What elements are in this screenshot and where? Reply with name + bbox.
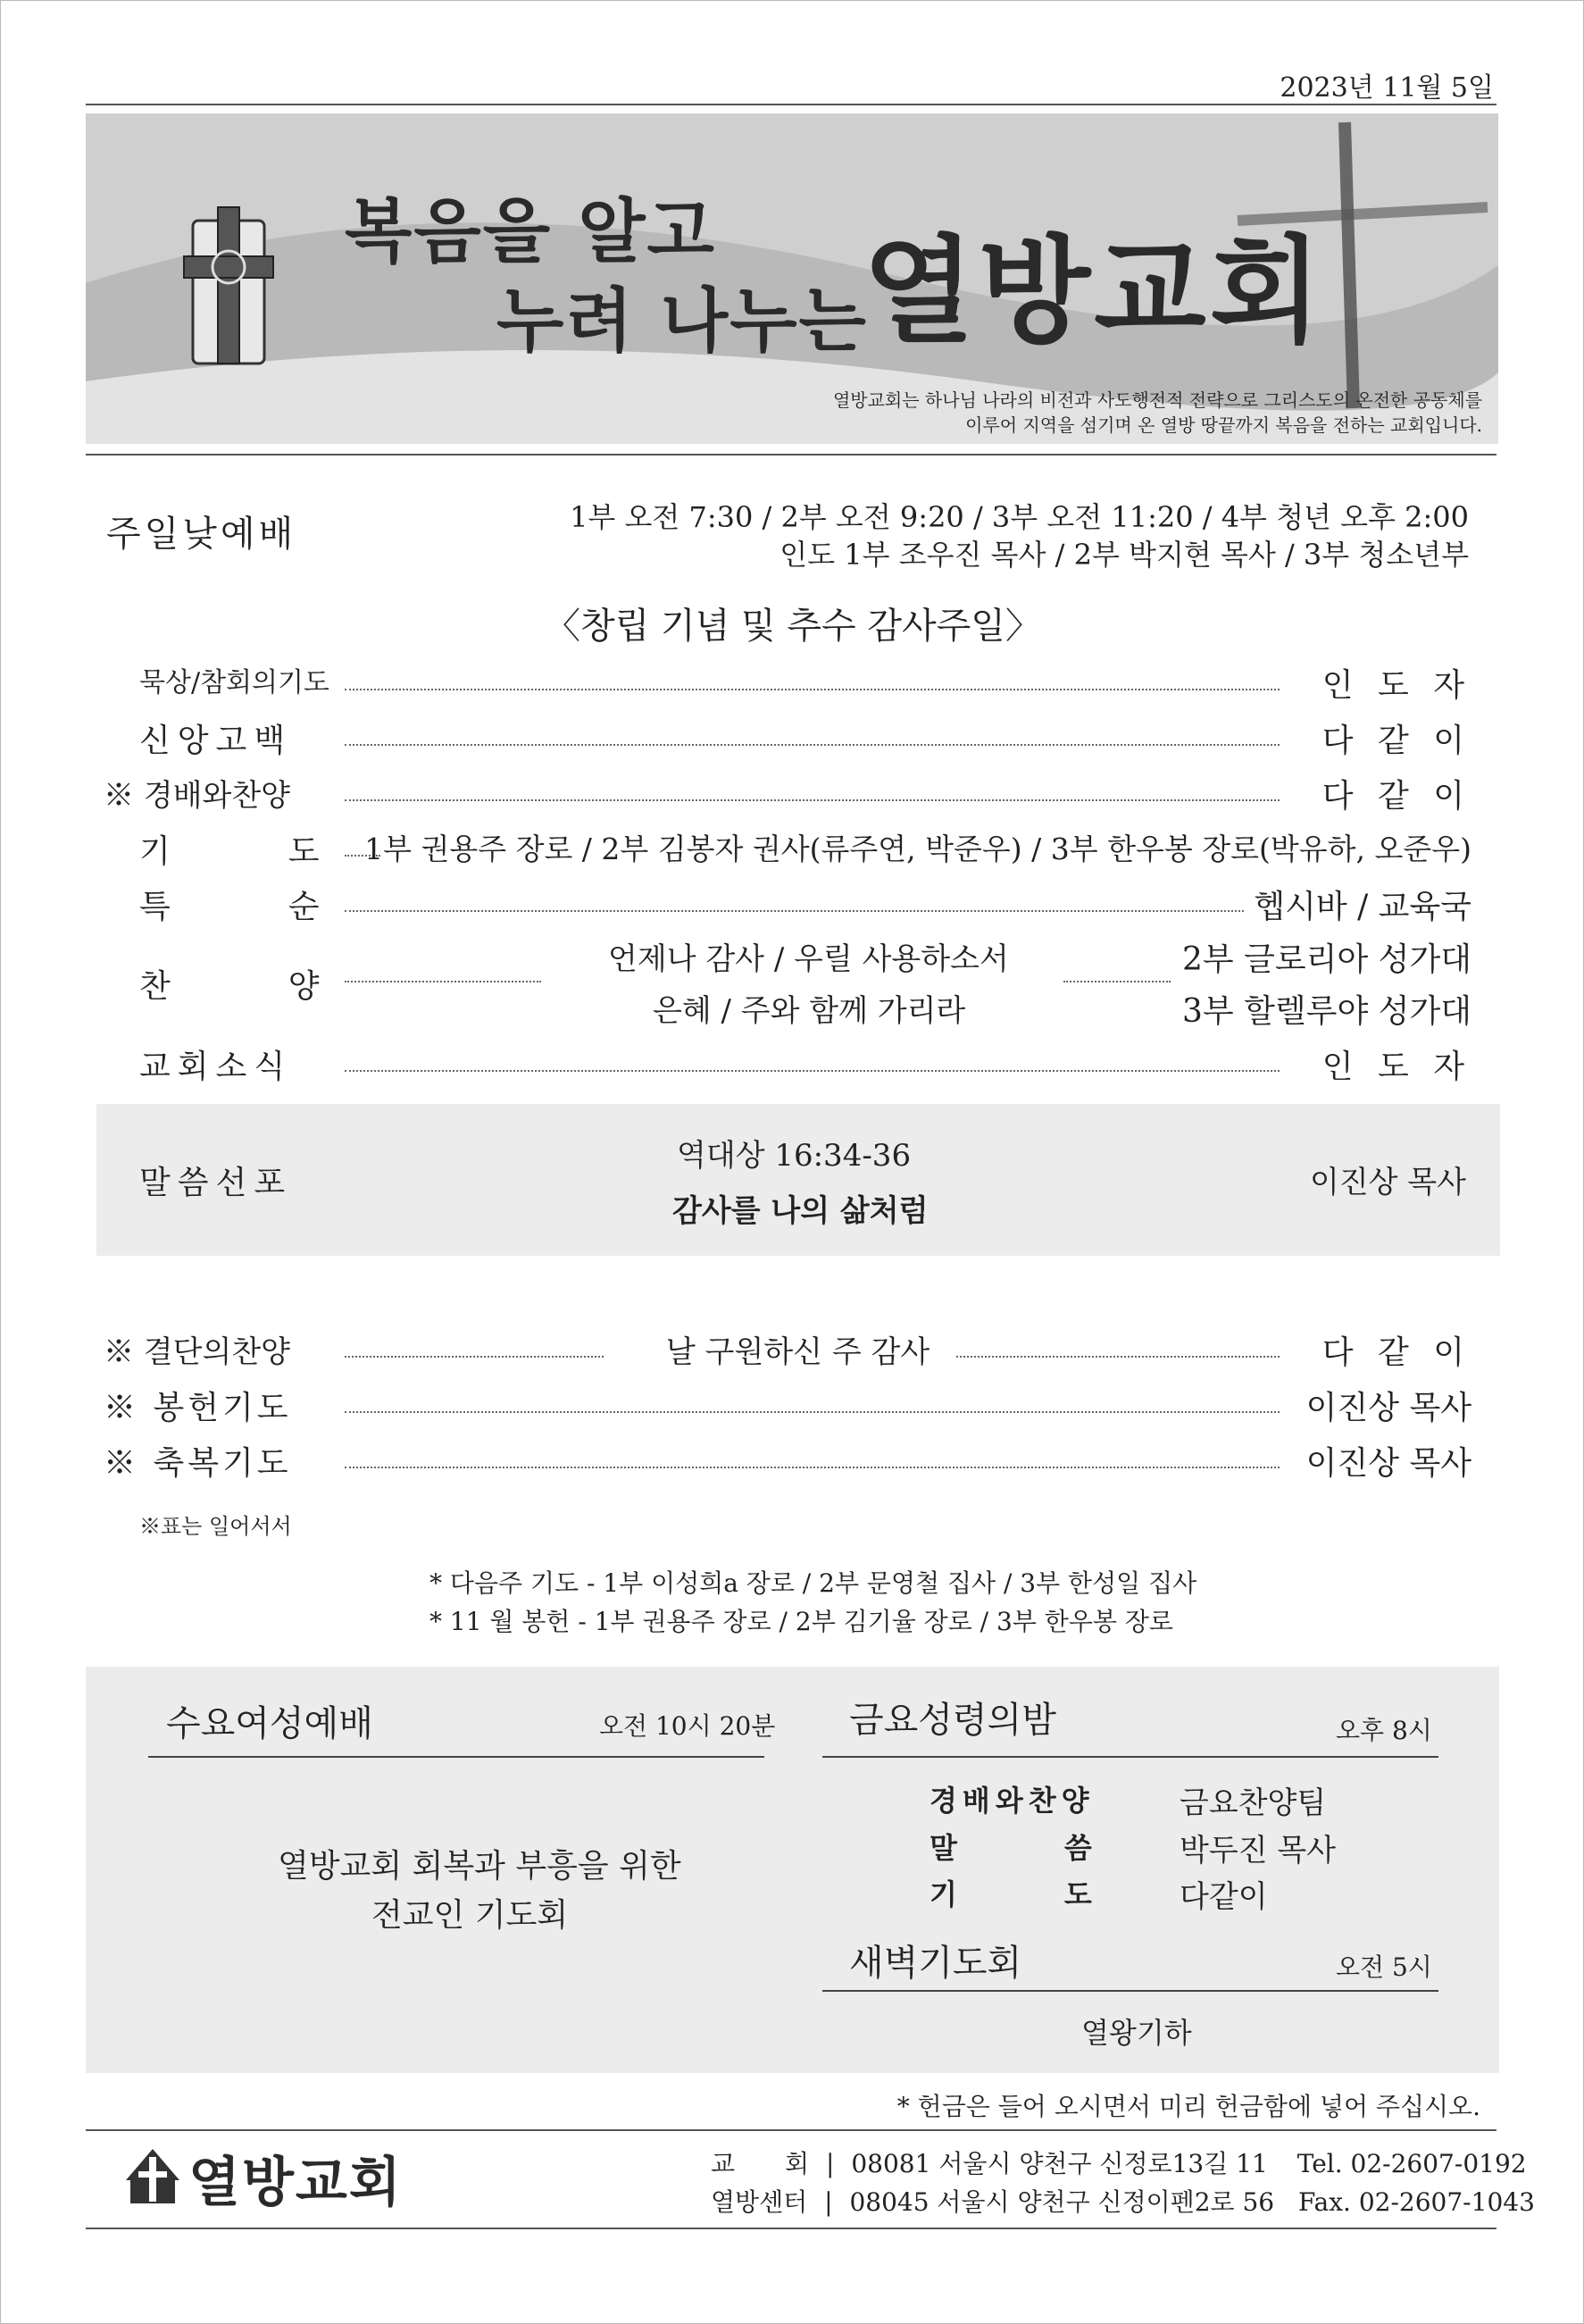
friday-value: 다같이 <box>1180 1879 1268 1915</box>
header-banner <box>86 113 1498 444</box>
anthem-song-2: 은혜 / 주와 함께 가리라 <box>653 993 966 1029</box>
order-row-creed <box>104 715 1471 762</box>
dotted-leader <box>345 744 1280 746</box>
footer-bottom-divider <box>86 2228 1496 2229</box>
dawn-title: 새벽기도회 <box>849 1943 1022 1984</box>
friday-value: 금요찬양팀 <box>1180 1785 1327 1821</box>
footer-top-divider <box>86 2129 1496 2131</box>
bulletin-date: 2023년 11월 5일 <box>1280 72 1494 104</box>
mission-line2: 이루어 지역을 섬기며 온 열방 땅끝까지 복음을 전하는 교회입니다. <box>965 414 1482 436</box>
banner-divider <box>86 454 1496 456</box>
order-label: 기 도 <box>139 833 338 870</box>
offering-prayer-notice: * 11 월 봉헌 - 1부 권용주 장로 / 2부 김기율 장로 / 3부 한우봉 장로 <box>429 1607 1173 1636</box>
order-row-special <box>104 882 1471 928</box>
order-row-benediction <box>104 1438 1471 1484</box>
friday-key: 기 도 <box>930 1877 1097 1911</box>
friday-key: 말 씀 <box>930 1831 1097 1865</box>
dotted-leader <box>345 1070 1280 1072</box>
order-label: 신앙고백 <box>139 723 293 759</box>
top-divider <box>86 104 1496 105</box>
order-label: ※ 축복기도 <box>104 1445 292 1482</box>
wednesday-time: 오전 10시 20분 <box>599 1711 776 1741</box>
dawn-text: 열왕기하 <box>1081 2016 1192 2050</box>
friday-time: 오후 8시 <box>1336 1716 1432 1745</box>
order-value: 다 같 이 <box>1321 1334 1471 1371</box>
order-label: ※ 결단의찬양 <box>104 1334 291 1370</box>
stand-note: ※표는 일어서서 <box>139 1514 292 1539</box>
footer-center-address: 08045 서울시 양천구 신정이펜2로 56 <box>849 2187 1275 2217</box>
order-row-prayer <box>104 826 1471 873</box>
dotted-leader <box>1063 981 1171 982</box>
slogan-line2: 누려 나누는 <box>496 281 868 362</box>
footer-church-address: 08081 서울시 양천구 신정로13길 11 <box>851 2149 1268 2178</box>
footer-church-line: 교 회 | 08081 서울시 양천구 신정로13길 11 Tel. 02-2607-0192 <box>711 2149 1527 2178</box>
friday-value: 박두진 목사 <box>1180 1833 1337 1868</box>
sunday-times: 1부 오전 7:30 / 2부 오전 9:20 / 3부 오전 11:20 / 4부 청년 오후 2:00 <box>570 500 1469 534</box>
sermon-preacher: 이진상 목사 <box>1309 1165 1466 1200</box>
order-label: 교회소식 <box>139 1049 293 1085</box>
footer-fax: Fax. 02-2607-1043 <box>1298 2187 1535 2217</box>
dotted-leader <box>345 1356 604 1358</box>
order-label: 특 순 <box>139 889 338 925</box>
choir-1: 2부 글로리아 성가대 <box>1182 941 1471 978</box>
footer-tel: Tel. 02-2607-0192 <box>1296 2149 1527 2178</box>
offering-note: * 헌금은 들어 오시면서 미리 헌금함에 넣어 주십시오. <box>896 2092 1480 2121</box>
order-value: 인 도 자 <box>1321 1049 1471 1085</box>
order-value: 인 도 자 <box>1321 667 1471 704</box>
choir-2: 3부 할렐루야 성가대 <box>1182 993 1471 1030</box>
order-value: 다 같 이 <box>1321 723 1471 759</box>
order-value: 이진상 목사 <box>1305 1390 1471 1426</box>
slogan-line1: 복음을 알고 <box>345 192 716 272</box>
mission-line1: 열방교회는 하나님 나라의 비전과 사도행전적 전략으로 그리스도의 온전한 공동체를 <box>832 389 1482 411</box>
order-value: 다 같 이 <box>1321 778 1471 815</box>
order-label: ※ 봉헌기도 <box>104 1390 292 1426</box>
cross-scroll-icon <box>175 203 282 372</box>
footer-logo-text: 열방교회 <box>188 2152 403 2214</box>
wednesday-underline <box>148 1756 764 1758</box>
church-logo-icon <box>117 2144 188 2207</box>
dotted-leader <box>345 910 1244 912</box>
dotted-leader <box>345 689 1280 690</box>
anthem-song-1: 언제나 감사 / 우릴 사용하소서 <box>608 941 1009 977</box>
sermon-scripture: 역대상 16:34-36 <box>677 1138 912 1174</box>
friday-key: 경배와찬양 <box>930 1784 1095 1818</box>
order-row-offering-prayer <box>104 1383 1471 1429</box>
order-label: 묵상/참회의기도 <box>139 667 329 698</box>
footer-church-label: 교 회 <box>711 2149 810 2178</box>
dotted-leader <box>345 1467 1280 1468</box>
friday-underline <box>822 1756 1438 1758</box>
next-week-prayer-notice: * 다음주 기도 - 1부 이성희a 장로 / 2부 문영철 집사 / 3부 한성일 집사 <box>429 1568 1197 1598</box>
footer-center-line: 열방센터 | 08045 서울시 양천구 신정이펜2로 56 Fax. 02-2607-1043 <box>711 2187 1535 2217</box>
sermon-label: 말씀선포 <box>139 1165 293 1201</box>
wednesday-line1: 열방교회 회복과 부흥을 위한 <box>278 1848 681 1885</box>
order-row-praise <box>104 771 1471 817</box>
order-row-decision-song <box>104 1327 1471 1374</box>
wednesday-title: 수요여성예배 <box>166 1703 373 1744</box>
dawn-time: 오전 5시 <box>1336 1952 1432 1982</box>
order-label: 찬 양 <box>139 968 338 1005</box>
footer-center-label: 열방센터 <box>711 2187 808 2217</box>
sunday-leaders: 인도 1부 조우진 목사 / 2부 박지현 목사 / 3부 청소년부 <box>779 538 1469 572</box>
order-value: 1부 권용주 장로 / 2부 김봉자 권사(류주연, 박준우) / 3부 한우봉 장로(박유하, 오준우) <box>364 832 1471 866</box>
dotted-leader <box>345 799 1280 801</box>
weekday-services-panel <box>86 1667 1499 2073</box>
order-label: ※ 경배와찬양 <box>104 778 291 814</box>
sunday-worship-title: 주일낮예배 <box>106 514 297 555</box>
service-theme: 〈창립 기념 및 추수 감사주일〉 <box>545 606 1041 647</box>
dawn-underline <box>822 1990 1438 1992</box>
order-value: 이진상 목사 <box>1305 1445 1471 1482</box>
order-row-anthem <box>104 934 1471 1032</box>
decision-song-title: 날 구원하신 주 감사 <box>666 1334 930 1370</box>
order-value: 헵시바 / 교육국 <box>1254 889 1471 925</box>
order-row-news <box>104 1041 1471 1088</box>
sermon-block <box>96 1104 1500 1256</box>
sermon-title: 감사를 나의 삶처럼 <box>672 1193 929 1229</box>
dotted-leader <box>345 1411 1280 1413</box>
dotted-leader <box>345 981 541 982</box>
dotted-leader <box>956 1356 1280 1358</box>
wednesday-line2: 전교인 기도회 <box>371 1897 569 1934</box>
banner-church-name: 열방교회 <box>863 223 1326 359</box>
friday-title: 금요성령의밤 <box>849 1700 1056 1741</box>
order-row-meditation <box>104 660 1471 706</box>
